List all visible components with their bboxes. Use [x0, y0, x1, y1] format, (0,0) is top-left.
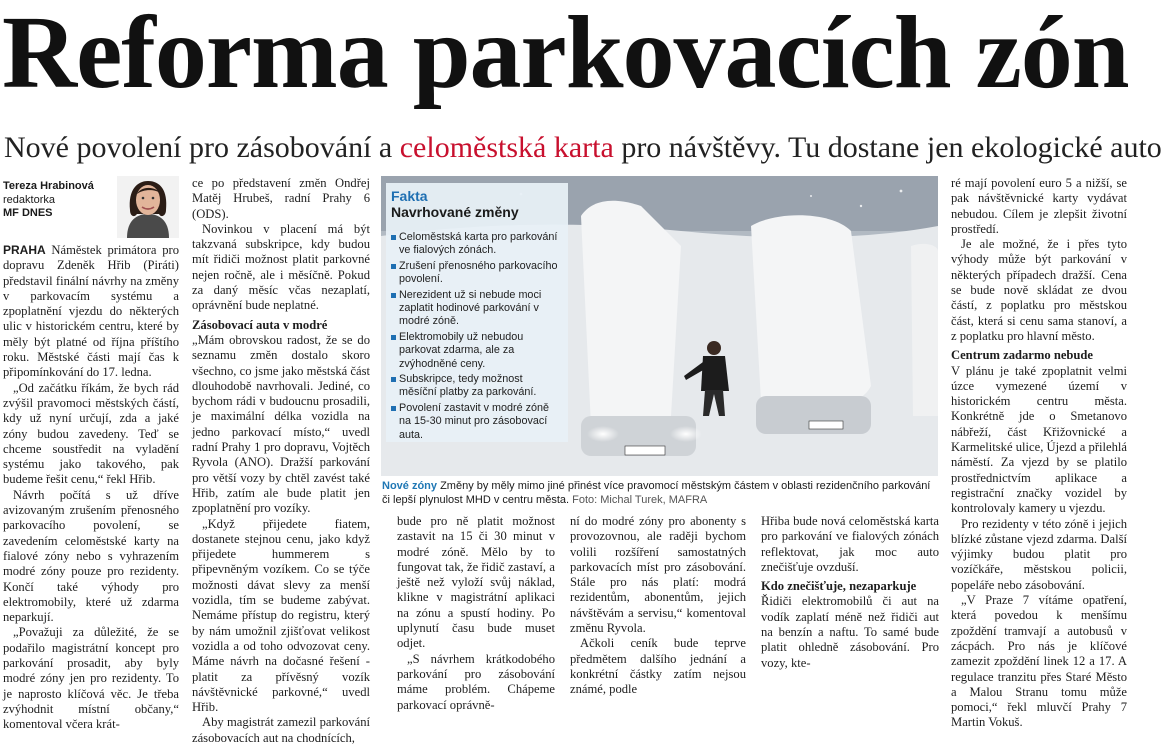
photo-caption — [382, 479, 938, 507]
subheadline-part1: Nové povolení pro zásobování a — [4, 131, 400, 164]
paragraph: Ačkoli ceník bude teprve předmětem dalšího jednání a konkrétní částky zatím nejsou známé, podle — [570, 636, 746, 697]
subheadline-part2: pro návštěvy. Tu dostane jen ekologické auto — [613, 131, 1162, 164]
facts-item: Nerezident už si nebude moci zaplatit hodinové parkování v modré zóně. — [391, 289, 563, 329]
article-column-4 — [570, 514, 746, 697]
paragraph: Návrh počítá s už dříve avizovaným zrušením přenosného parkovacího povolení, se zavedením celoměstské karty na fialové zóny nebo s vyhrazením modré zóny pouze pro rezidenty. Končí také výhody pro elektromobily, které už zdarma neparkují. — [3, 487, 179, 625]
facts-item: Zrušení přenosného parkovacího povolení. — [391, 260, 563, 287]
paragraph: ré mají povolení euro 5 a nižší, se pak návštěvnické karty vydávat nebudou. Cílem je zlepšit životní prostředí. — [951, 176, 1127, 236]
facts-title: Navrhované změny — [391, 204, 519, 220]
article-column-5 — [761, 514, 939, 670]
section-heading: Centrum zadarmo nebude — [951, 348, 1094, 363]
facts-label: Fakta — [391, 188, 428, 204]
paragraph: ní do modré zóny pro abonenty s provozovnou, ale raději bychom volili rozšíření samostatných parkovacích míst pro zásobování. Stále pro nás platí: modrá rezidentům, abonentům, jejich návštěvám a servisu,“ komentoval změnu Ryvola. — [570, 514, 746, 636]
article-subheadline — [4, 130, 1162, 166]
paragraph: Je ale možné, že i přes tyto výhody může být parkování v některých případech dražší. Cena se bude nově skládat ze dvou částí, z poplatku pro městskou část, která si cenu sama stanoví, a z poplatku pro hlavní město. — [951, 237, 1127, 343]
author-role: redaktorka — [3, 193, 55, 206]
paragraph: Aby magistrát zamezil parkování zásobovacích aut na chodnících, — [192, 715, 370, 745]
paragraph: „S návrhem krátkodobého parkování pro zásobování máme problém. Chápeme parkovací oprávně- — [397, 651, 555, 712]
paragraph: bude pro ně platit možnost zastavit na 15 či 30 minut v modré zóně. Mělo by to fungovat tak, že řidič zastaví, a ještě než vyloží svůj náklad, klikne v magistrátní aplikaci na zónu a spustí hodiny. Po uplynutí času bude muset odjet. — [397, 514, 555, 651]
author-name: Tereza Hrabinová — [3, 180, 94, 192]
article-column-6 — [951, 176, 1127, 730]
paragraph-text: Náměstek primátora pro dopravu Zdeněk Hřib (Piráti) představil finální návrhy na změny v parkovacím systému a zpoplatnění vjezdu do některých ulic v historickém centru, které by měly být platné od října příštího roku. Městské části mají čas k připomínkování do 17. ledna. — [3, 243, 179, 380]
paragraph: „Považuji za důležité, že se podařilo magistrátní koncept pro parkování prosadit, aby byly modré zóny jen pro rezidenty. To je naprosto klíčová věc. Je třeba zvýhodnit místní občany,“ komentoval včera krát- — [3, 625, 179, 732]
facts-item: Elektromobily už nebudou parkovat zdarma, ale za zvýhodněné ceny. — [391, 331, 563, 371]
paragraph: „V Praze 7 vítáme opatření, která povedou k menšímu zpoždění tramvají a autobusů v zácpách. Pro nás je klíčové zamezit zpoždění linek 12 a 17. A regulace tranzitu přes Staré Město a Malou Stranu tomu může pomoci,“ řekl mluvčí Prahy 7 Martin Vokuš. — [951, 593, 1127, 730]
photo-credit: Foto: Michal Turek, MAFRA — [569, 494, 708, 506]
facts-item: Povolení zastavit v modré zóně na 15-30 minut pro zásobovací auta. — [391, 402, 563, 442]
author-portrait — [117, 176, 179, 238]
subheadline-highlight: celoměstská karta — [399, 131, 614, 164]
article-column-1 — [3, 243, 179, 732]
author-outlet: MF DNES — [3, 207, 53, 219]
paragraph: „Když přijedete fiatem, dostanete stejnou cenu, jako když přijedete hummerem s připevněným vozíkem. Co se týče možnosti dávat slevy za menší vozidla, tím se budeme zabývat. Nemáme přístup do registru, který by nám umožnil zjišťovat velikost vozidla a od toho odvozovat ceny. Máme návrh na dočasné řešení - platit za přívěsný vozík návštěvnické parkovné,“ uvedl Hřib. — [192, 516, 370, 715]
caption-lead: Nové zóny — [382, 480, 438, 492]
paragraph — [3, 243, 179, 381]
caption-text: Změny by měly mimo jiné přinést více pravomocí městským částem v oblasti rezidenčního parkování či lepší plynulost MHD v centru města. — [382, 480, 931, 506]
facts-list — [391, 231, 563, 442]
paragraph: Řidiči elektromobilů či aut na vodík zaplatí méně než řidiči aut na benzín a naftu. To samé bude platit ohledně zásobování. Pro vozy, kte- — [761, 594, 939, 670]
paragraph: Pro rezidenty v této zóně i jejich blízké zůstane vjezd zdarma. Další výjimky budou platit pro vozíčkáře, městskou policii, popeláře nebo zásobování. — [951, 516, 1127, 592]
section-heading: Kdo znečišťuje, nezaparkuje — [761, 579, 917, 594]
article-headline: Reforma parkovacích zón — [2, 0, 1129, 110]
paragraph: V plánu je také zpoplatnit velmi úzce vymezené území v historickém centru města. Konkrétně jde o Smetanovo nábřeží, část Křižovnické a Karmelitské ulice, Újezd a přilehlá náměstí. Za vjezd by se platilo prostřednictvím aplikace a registrační značky vozidel by kontrolovaly kamery u vjezdu. — [951, 363, 1127, 516]
paragraph: Hřiba bude nová celoměstská karta pro parkování ve fialových zónách reflektovat, jak moc auto znečišťuje ovzduší. — [761, 514, 939, 574]
article-column-2 — [192, 176, 370, 745]
article-column-3 — [397, 514, 555, 712]
paragraph: ce po představení změn Ondřej Matěj Hrubeš, radní Prahy 6 (ODS). — [192, 176, 370, 221]
facts-item: Subskripce, tedy možnost měsíční platby za parkování. — [391, 373, 563, 400]
dateline: PRAHA — [3, 243, 46, 257]
section-heading: Zásobovací auta v modré — [192, 317, 328, 332]
facts-item: Celoměstská karta pro parkování ve fialových zónách. — [391, 231, 563, 258]
paragraph: „Mám obrovskou radost, že se do seznamu změn dostalo skoro všechno, co jsme jako městská část dlouhodobě navrhovali. Jediné, co bychom rádi v budoucnu prosadili, je maximální délka vozidla na jedno parkovací místo,“ uvedl radní Prahy 1 pro dopravu, Vojtěch Ryvola (ANO). Dražší parkování pro větší vozy by chtěl zavést také Hřib, zatím ale bude platit jen zpoplatnění pro vozíky. — [192, 332, 370, 516]
paragraph: Novinkou v placení má být takzvaná subskripce, kdy budou mít řidiči možnost platit parkovné nejen ročně, ale i měsíčně. Pokud za daný měsíc včas nezaplatí, oprávnění bude neplatné. — [192, 221, 370, 313]
paragraph: „Od začátku říkám, že bych rád zvýšil pravomoci městských částí, kdy už nyní určují, zda a jaké zóny budou zavedeny. Teď se chceme soustředit na vyladění systému jako takového, pak budeme řešit cenu,“ řekl Hřib. — [3, 380, 179, 487]
facts-box — [386, 183, 568, 442]
byline — [3, 180, 118, 221]
